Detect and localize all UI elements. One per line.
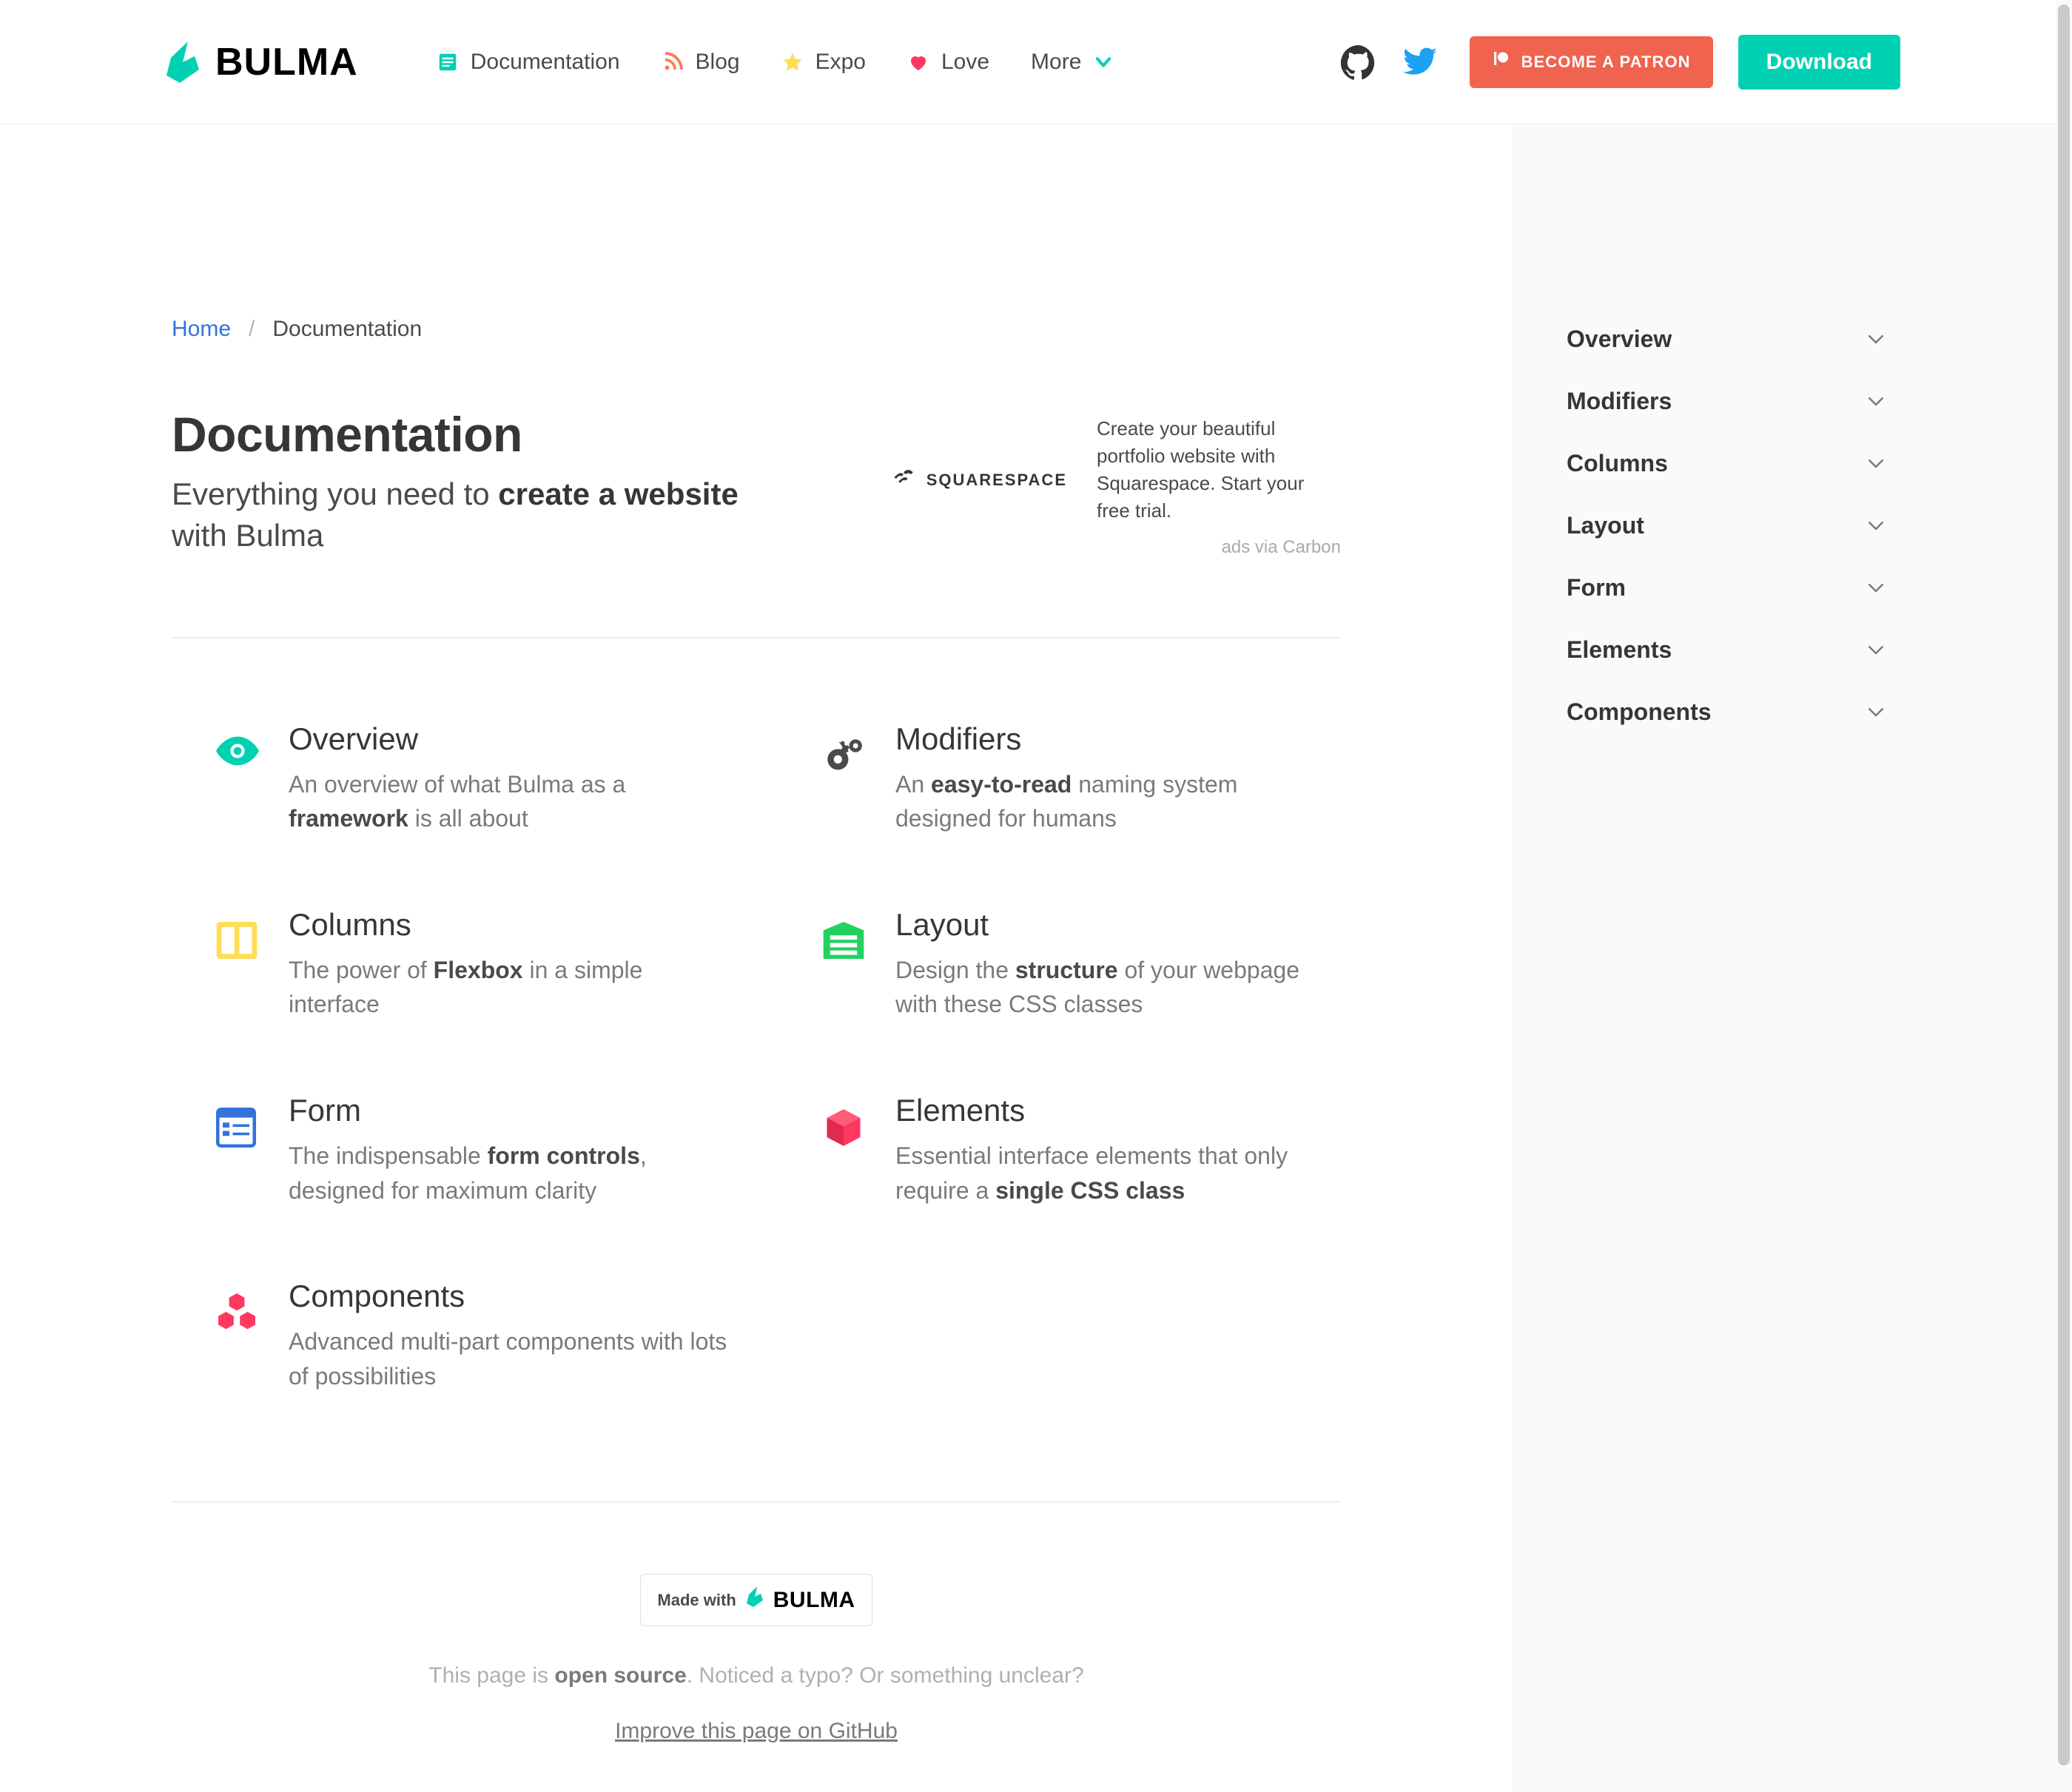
scrollbar-track[interactable] — [2056, 0, 2072, 1776]
nav-item-more[interactable] — [1010, 45, 1134, 78]
page-body — [0, 124, 2072, 1792]
patreon-icon — [1492, 50, 1510, 74]
doc-card-elements[interactable] — [778, 1093, 1341, 1279]
card-desc: Design the structure of your webpage with these CSS classes — [895, 957, 1300, 1018]
sidebar-item-layout[interactable] — [1513, 494, 2072, 556]
ad-via: ads via Carbon — [1221, 536, 1341, 557]
github-icon[interactable] — [1341, 44, 1376, 80]
columns-icon — [216, 907, 259, 1022]
doc-card-grid — [172, 721, 1341, 1464]
chevron-down-icon[interactable] — [1865, 390, 1887, 412]
nav-item-documentation[interactable] — [416, 45, 641, 78]
become-a-patron-button[interactable] — [1470, 36, 1713, 88]
nav-links — [416, 45, 1135, 78]
brand-name: BULMA — [215, 40, 358, 84]
heart-icon — [907, 51, 929, 73]
bulma-logo-icon — [166, 41, 199, 83]
nav-item-label: More — [1031, 50, 1082, 74]
card-desc: The power of Flexbox in a simple interface — [289, 957, 643, 1018]
sidebar-item-elements[interactable] — [1513, 619, 2072, 681]
chevron-down-icon[interactable] — [1865, 701, 1887, 723]
footer — [172, 1503, 1341, 1792]
improve-page-link[interactable]: Improve this page on GitHub — [615, 1719, 898, 1744]
navbar-right — [1341, 35, 1901, 90]
rss-icon — [662, 51, 684, 73]
nav-item-love[interactable] — [887, 45, 1010, 78]
patron-label: BECOME A PATRON — [1521, 53, 1691, 71]
chevron-down-icon[interactable] — [1865, 576, 1887, 599]
sidebar-item-label: Columns — [1567, 450, 1668, 476]
download-label: Download — [1766, 50, 1872, 74]
eye-icon — [216, 721, 259, 836]
doc-card-modifiers[interactable] — [778, 721, 1341, 907]
sidebar-item-label: Overview — [1567, 326, 1672, 352]
footer-note: This page is open source. Noticed a typo? Or something unclear? — [428, 1663, 1084, 1688]
chevron-down-icon[interactable] — [1865, 639, 1887, 661]
chevron-down-icon — [1093, 52, 1114, 73]
cogs-icon — [823, 721, 866, 836]
ad-logo — [891, 415, 1067, 496]
navbar — [0, 0, 2072, 124]
ad-text[interactable]: Create your beautiful portfolio website with Squarespace. Start your free trial. ads via Carbon — [1097, 415, 1341, 560]
twitter-icon[interactable] — [1402, 44, 1439, 81]
doc-card-layout[interactable] — [778, 907, 1341, 1093]
star-icon — [781, 51, 804, 73]
doc-card-form[interactable] — [172, 1093, 734, 1279]
layout-icon — [823, 907, 866, 1022]
sidebar-item-label: Layout — [1567, 512, 1644, 539]
brand-logo-link[interactable] — [166, 33, 358, 91]
download-button[interactable] — [1738, 35, 1900, 90]
card-desc: Advanced multi-part components with lots of possibilities — [289, 1328, 727, 1390]
nav-item-expo[interactable] — [761, 45, 887, 78]
chevron-down-icon[interactable] — [1865, 328, 1887, 350]
card-title: Form — [289, 1092, 361, 1128]
breadcrumb-separator: / — [249, 317, 255, 341]
sidebar-item-form[interactable] — [1513, 556, 2072, 619]
card-title: Columns — [289, 906, 411, 942]
sidebar-item-label: Elements — [1567, 636, 1672, 663]
page-header — [172, 408, 1341, 560]
sidebar-item-label: Modifiers — [1567, 388, 1672, 414]
chevron-down-icon[interactable] — [1865, 514, 1887, 536]
sidebar-item-columns[interactable] — [1513, 432, 2072, 494]
main-content — [0, 124, 1513, 1792]
scrollbar-thumb[interactable] — [2058, 4, 2070, 1765]
breadcrumb-current: Documentation — [272, 317, 423, 341]
card-desc: Essential interface elements that only require a single CSS class — [895, 1142, 1288, 1204]
card-title: Components — [289, 1278, 465, 1313]
card-title: Overview — [289, 721, 419, 756]
made-with-bulma-badge[interactable] — [640, 1574, 872, 1626]
ad-logo-text: SQUARESPACE — [926, 471, 1067, 489]
doc-card-columns[interactable] — [172, 907, 734, 1093]
page-subtitle: Everything you need to create a website with Bulma — [172, 476, 739, 553]
sidebar — [1513, 124, 2072, 1792]
sidebar-item-label: Components — [1567, 698, 1712, 725]
chevron-down-icon[interactable] — [1865, 452, 1887, 474]
card-title: Layout — [895, 906, 989, 942]
nav-item-blog[interactable] — [641, 45, 761, 78]
card-title: Modifiers — [895, 721, 1022, 756]
sidebar-item-components[interactable] — [1513, 681, 2072, 743]
form-icon — [216, 1093, 259, 1207]
page-title: Documentation — [172, 407, 522, 462]
box-icon — [823, 1093, 866, 1207]
squarespace-icon — [891, 464, 916, 496]
bulma-logo-icon — [747, 1586, 763, 1614]
sidebar-item-modifiers[interactable] — [1513, 370, 2072, 432]
doc-card-components[interactable] — [172, 1279, 734, 1464]
doc-card-overview[interactable] — [172, 721, 734, 907]
sidebar-item-overview[interactable] — [1513, 308, 2072, 370]
card-desc: An easy-to-read naming system designed for humans — [895, 771, 1238, 832]
nav-item-label: Blog — [695, 50, 740, 74]
book-icon — [437, 51, 459, 73]
sidebar-item-label: Form — [1567, 574, 1626, 601]
nav-item-label: Documentation — [470, 50, 620, 74]
made-with-brand: BULMA — [773, 1588, 855, 1613]
carbon-ad[interactable] — [891, 408, 1341, 560]
nav-item-label: Expo — [815, 50, 866, 74]
nav-item-label: Love — [941, 50, 990, 74]
divider-top — [172, 637, 1341, 639]
breadcrumb — [172, 124, 1341, 346]
card-desc: The indispensable form controls, designed for maximum clarity — [289, 1142, 647, 1204]
card-title: Elements — [895, 1092, 1026, 1128]
card-desc: An overview of what Bulma as a framework is all about — [289, 771, 626, 832]
breadcrumb-home[interactable]: Home — [172, 317, 232, 341]
made-with-label: Made with — [657, 1591, 736, 1610]
components-icon — [216, 1279, 259, 1393]
